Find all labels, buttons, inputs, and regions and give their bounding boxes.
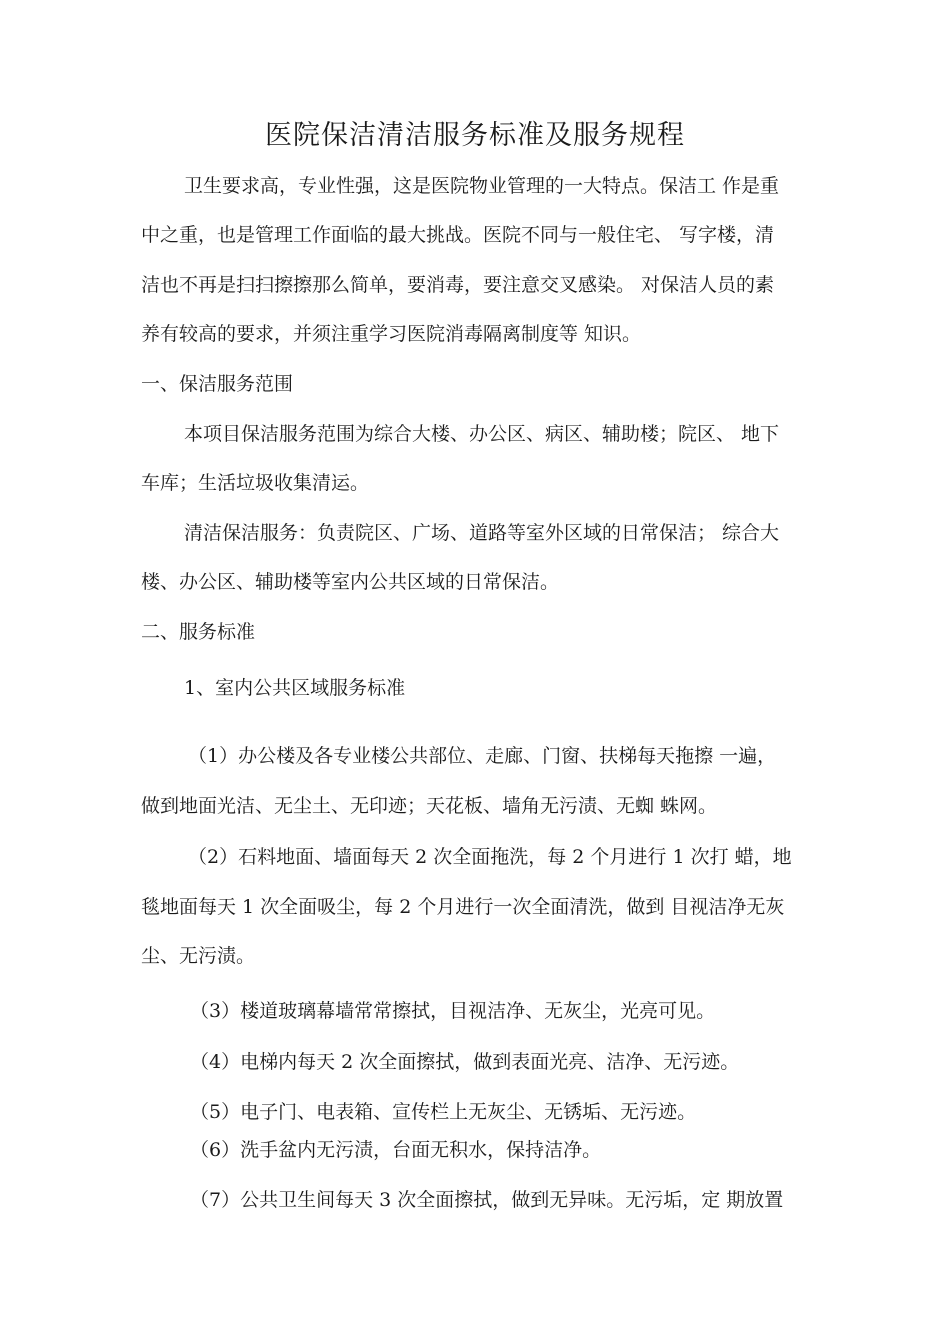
item-3: （3）楼道玻璃幕墙常常擦拭，目视洁净、无灰尘，光亮可见。 [190,1000,716,1022]
intro-line-3: 洁也不再是扫扫擦擦那么简单，要消毒，要注意交叉感染。 对保洁人员的素 [141,274,775,296]
item-1-line-1: （1）办公楼及各专业楼公共部位、走廊、门窗、扶梯每天拖擦 一遍， [188,745,777,767]
item-2-line-1: （2）石料地面、墙面每天 2 次全面拖洗，每 2 个月进行 1 次打 蜡，地 [188,846,792,868]
document-title: 医院保洁清洁服务标准及服务规程 [265,120,685,151]
section-heading-standards: 二、服务标准 [141,621,256,643]
item-5: （5）电子门、电表箱、宣传栏上无灰尘、无锈垢、无污迹。 [190,1101,697,1123]
scope-para1-line-2: 车库；生活垃圾收集清运。 [141,472,370,494]
scope-para2-line-2: 楼、办公区、辅助楼等室内公共区域的日常保洁。 [141,571,560,593]
item-1-line-2: 做到地面光洁、无尘土、无印迹；天花板、墙角无污渍、无蜘 蛛网。 [141,795,718,817]
item-2-line-3: 尘、无污渍。 [141,945,256,967]
item-6: （6）洗手盆内无污渍，台面无积水，保持洁净。 [190,1139,602,1161]
scope-para1-line-1: 本项目保洁服务范围为综合大楼、办公区、病区、辅助楼；院区、 地下 [184,423,780,445]
section-heading-scope: 一、保洁服务范围 [141,373,294,395]
item-2-line-2: 毯地面每天 1 次全面吸尘，每 2 个月进行一次全面清洗，做到 目视洁净无灰 [141,896,785,918]
intro-line-2: 中之重，也是管理工作面临的最大挑战。医院不同与一般住宅、 写字楼，清 [141,224,775,246]
subheading-indoor-standards: 1、室内公共区域服务标准 [184,677,406,699]
item-7: （7）公共卫生间每天 3 次全面擦拭，做到无异味。无污垢，定 期放置 [190,1189,784,1211]
intro-line-4: 养有较高的要求，并须注重学习医院消毒隔离制度等 知识。 [141,323,642,345]
item-4: （4）电梯内每天 2 次全面擦拭，做到表面光亮、洁净、无污迹。 [190,1051,740,1073]
intro-line-1: 卫生要求高，专业性强，这是医院物业管理的一大特点。保洁工 作是重 [184,175,780,197]
scope-para2-line-1: 清洁保洁服务：负责院区、广场、道路等室外区域的日常保洁； 综合大 [184,522,780,544]
